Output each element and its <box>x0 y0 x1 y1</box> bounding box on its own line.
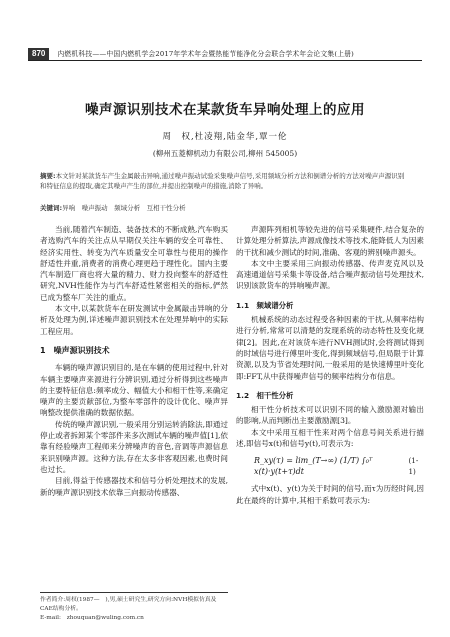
subsection-1-1-paragraph: 机械系统的动态过程受各种因素的干扰,从频率结构进行分析,常常可以清楚的发现系统的动态特性及变化规律[2]。因此,在对该货车进行NVH测试时,会将测试得到的时域信号进行傅里叶变化,得到频域信号,但局限于计算资源,以及为节省处理时间,一般采用的是快速傅里叶变化即:FFT,从中获得噪声信号的频率结构分布信息。 <box>236 315 424 381</box>
equation-number: (1-1) <box>408 456 419 477</box>
subsection-1-2-paragraph-2: 本文中采用互相干性来对两个信息号间关系进行描述,即信号x(t)和信号y(t),可表示为: <box>236 427 424 449</box>
subsection-1-2-heading: 1.2 相干性分析 <box>236 390 294 400</box>
subsection-1-2-paragraph-3: 式中x(t)、y(t)为关于时间的信号,而τ为历经时间,因此在最终的计算中,其相干系数可表示为: <box>236 484 424 505</box>
right-column <box>236 224 424 506</box>
left-column <box>40 224 228 498</box>
intro-paragraph-2: 本文中,以某款货车在研发测试中金属敲击异响的分析及处理为例,详述噪声源识别技术在处理异响中的实际工程应用。 <box>40 304 228 336</box>
abstract <box>40 171 410 191</box>
section-1-heading: 1 噪声源识别技术 <box>40 345 110 355</box>
equation-1-1 <box>236 455 424 477</box>
method-paragraph: 本文中主要采用三向振动传感器、传声麦克风以及高速通道信号采集卡等设备,结合噪声振动信号处理技术,识别该款货车的异响噪声源。 <box>236 258 424 291</box>
section-1-paragraph-2: 传统的噪声源识别,一般采用分别运转消除法,即通过停止或者拆卸某个零部件来多次测试车辆的噪声值[1],依靠有经验噪声工程师来分辨噪声的音色,音调等声源信息来识别噪声源。这种方法,存在太多非客观因素,也费时间也过长。 <box>40 419 228 474</box>
intro-paragraph-1: 当前,随着汽车制造、装备技术的不断成熟,汽车购买者选购汽车的关注点从早期仅关注车辆的安全可靠性、经济实用性、转变为汽车质量安全可靠性与使用的操作舒适性并重,消费者的消费心理更趋于理性化。国内主要汽车制造厂商也将大量的精力、财力投向整车的舒适性研究,NVH性能作为与汽车舒适性紧密相关的指标,俨然已成为整车厂关注的重点。 <box>40 225 228 302</box>
paper-title: 噪声源识别技术在某款货车异响处理上的应用 <box>85 102 365 118</box>
subsection-1-2-paragraph-1: 相干性分析技术可以识别不同的输入激励源对输出的影响,从而判断出主要激励源[3]。 <box>236 405 424 426</box>
keywords-label: 关键词: <box>40 204 63 212</box>
page-number: 870 <box>28 48 49 60</box>
author-bio: 作者简介:周权(1987— ),男,硕士研究生,研究方向:NVH模拟仿真及CAE结构分析。 <box>40 597 217 612</box>
section-1-paragraph-3: 目前,得益于传感器技术和信号分析处理技术的发展,新的噪声源识别技术依靠三向振动传感器、 <box>40 476 228 497</box>
keywords-text: 异响 噪声振动 频域分析 互相干性分析 <box>62 204 186 212</box>
author-list: 周 权,杜凌翔,陆金华,覃一伦 <box>162 132 288 142</box>
running-header <box>28 47 422 61</box>
abstract-text: 本文针对某款货车产生金属敲击异响,通过噪声振动试验采集噪声信号,采用频域分析方法和倒谱分析的方法对噪声声源识别和特征信息的提取,确定其噪声产生的部位,并提出控制噪声的措施,消除了异响。 <box>40 172 405 191</box>
author-email: E-mail: zhouquan@wuling.com.cn <box>40 615 144 621</box>
running-head-text: 内燃机科技——中国内燃机学会2017年学术年会暨热能节能净化分会联合学术年会论文集(上册) <box>57 50 355 58</box>
subsection-1-1-heading: 1.1 频域谱分析 <box>236 300 294 310</box>
section-1-paragraph-1: 车辆的噪声源识别目的,是在车辆的使用过程中,针对车辆主要噪声来源进行分辨识别,通过分析得到这些噪声的主要特征信息:频率成分、幅值大小和相干性等,来确定噪声的主要贡献部位,为整车零部件的设计优化、噪声异响整改提供准确的数据依据。 <box>40 363 228 418</box>
author-footnote <box>40 592 228 623</box>
equation-body: R_xy(τ) = lim_(T→∞) (1/T) ∫₀ᵀ x(t)·y(t+τ)dt <box>254 456 373 477</box>
affiliation: (柳州五菱柳机动力有限公司,柳州 545005) <box>152 149 298 158</box>
keywords <box>40 203 410 213</box>
abstract-label: 摘要: <box>40 172 56 180</box>
continued-paragraph: 声源阵列相机等较先进的信号采集硬件,结合复杂的计算处理分析算法,声源成像技术等技术,能降低人为因素的干扰和减少测试的时间,准确、客观的辨别噪声源头。 <box>236 225 424 257</box>
